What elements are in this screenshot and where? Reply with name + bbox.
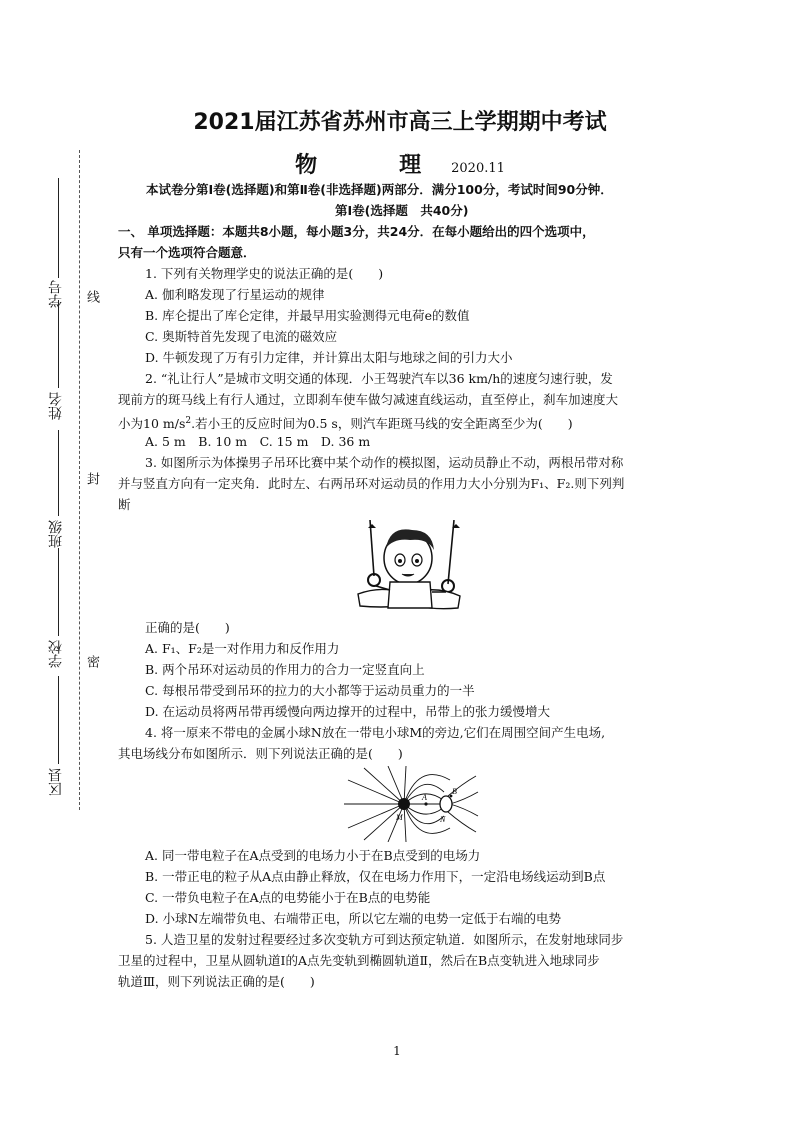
exam-title: 2021届江苏省苏州市高三上学期期中考试 — [193, 110, 607, 135]
q3-option-b: B. 两个吊环对运动员的作用力的合力一定竖直向上 — [145, 662, 425, 677]
cut-line — [79, 150, 80, 810]
seal-mark-seal: 封 — [84, 472, 99, 485]
q3-stem-line4: 正确的是( ) — [145, 620, 230, 635]
seal-mark-line: 线 — [84, 290, 99, 303]
seal-mark-secret: 密 — [84, 655, 99, 668]
q1-option-d: D. 牛顿发现了万有引力定律，并计算出太阳与地球之间的引力大小 — [145, 350, 513, 365]
student-id-line[interactable] — [58, 178, 59, 278]
name-line[interactable] — [58, 300, 59, 388]
point-b-label: B — [452, 787, 457, 796]
exam-intro: 本试卷分第Ⅰ卷(选择题)和第Ⅱ卷(非选择题)两部分．满分100分，考试时间90分钟． — [146, 182, 613, 197]
school-line[interactable] — [58, 548, 59, 636]
q5-stem-line2: 卫星的过程中，卫星从圆轨道Ⅰ的A点先变轨到椭圆轨道Ⅱ，然后在B点变轨进入地球同步 — [118, 953, 600, 968]
q2-stem-line1: 2. “礼让行人”是城市文明交通的体现．小王驾驶汽车以36 km/h的速度匀速行驶，发 — [145, 371, 613, 386]
page-number: 1 — [393, 1044, 401, 1058]
q3-stem-line1: 3. 如图所示为体操男子吊环比赛中某个动作的模拟图，运动员静止不动，两根吊带对称 — [145, 455, 624, 470]
q4-stem-line2: 其电场线分布如图所示．则下列说法正确的是( ) — [118, 746, 403, 761]
district-line[interactable] — [58, 676, 59, 764]
q1-option-a: A. 伽利略发现了行星运动的规律 — [145, 287, 325, 302]
q1-option-b: B. 库仑提出了库仑定律，并最早用实验测得元电荷e的数值 — [145, 308, 470, 323]
q5-stem-line1: 5. 人造卫星的发射过程要经过多次变轨方可到达预定轨道．如图所示，在发射地球同步 — [145, 932, 624, 947]
q2-options: A. 5 m B. 10 m C. 15 m D. 36 m — [145, 434, 371, 449]
class-label: 班级 — [48, 520, 64, 548]
q4-stem-line1: 4. 将一原来不带电的金属小球N放在一带电小球M的旁边,它们在周围空间产生电场, — [145, 725, 606, 740]
section-heading-line2: 只有一个选项符合题意． — [118, 245, 256, 260]
q1-stem: 1. 下列有关物理学史的说法正确的是( ) — [145, 266, 384, 281]
q3-stem-line3: 断 — [118, 497, 131, 512]
student-id-label: 学号 — [48, 280, 64, 308]
q3-option-a: A. F₁、F₂是一对作用力和反作用力 — [145, 641, 340, 656]
class-line[interactable] — [58, 430, 59, 516]
point-a-label: A — [422, 793, 427, 802]
section-heading-line1: 一、 单项选择题：本题共8小题，每小题3分，共24分．在每小题给出的四个选项中， — [118, 224, 595, 239]
q3-option-d: D. 在运动员将两吊带再缓慢向两边撑开的过程中，吊带上的张力缓慢增大 — [145, 704, 551, 719]
exam-date: 2020.11 — [451, 161, 505, 176]
q5-stem-line3: 轨道Ⅲ，则下列说法正确的是( ) — [118, 974, 315, 989]
q4-option-b: B. 一带正电的粒子从A点由静止释放，仅在电场力作用下，一定沿电场线运动到B点 — [145, 869, 606, 884]
ball-m-label: M — [396, 813, 403, 822]
q1-option-c: C. 奥斯特首先发现了电流的磁效应 — [145, 329, 338, 344]
part-heading: 第Ⅰ卷(选择题 共40分) — [335, 203, 469, 218]
q2-stem-line3: 小为10 $m/s^2$.若小王的反应时间为0.5 s，则汽车距斑马线的安全距离至少为( ) — [118, 416, 573, 432]
school-label: 学校 — [48, 640, 64, 668]
subject-line — [90, 148, 710, 179]
q4-option-d: D. 小球N左端带负电、右端带正电，所以它左端的电势一定低于右端的电势 — [145, 911, 561, 926]
electric-field-figure — [340, 766, 480, 842]
q4-option-a: A. 同一带电粒子在A点受到的电场力小于在B点受到的电场力 — [145, 848, 481, 863]
gymnast-rings-figure — [350, 520, 470, 612]
q2-stem-line2: 现前方的斑马线上有行人通过，立即刹车使车做匀减速直线运动，直至停止，刹车加速度大 — [118, 392, 619, 407]
subject-name: 物 理 — [295, 153, 452, 178]
district-label: 区县 — [48, 768, 64, 796]
binding-margin — [0, 0, 100, 1122]
q3-stem-line2: 并与竖直方向有一定夹角．此时左、右两吊环对运动员的作用力大小分别为F₁、F₂.则下列判 — [118, 476, 625, 491]
q4-option-c: C. 一带负电粒子在A点的电势能小于在B点的电势能 — [145, 890, 431, 905]
name-label: 姓名 — [48, 392, 64, 420]
ball-n-label: N — [440, 815, 446, 824]
q3-option-c: C. 每根吊带受到吊环的拉力的大小都等于运动员重力的一半 — [145, 683, 475, 698]
